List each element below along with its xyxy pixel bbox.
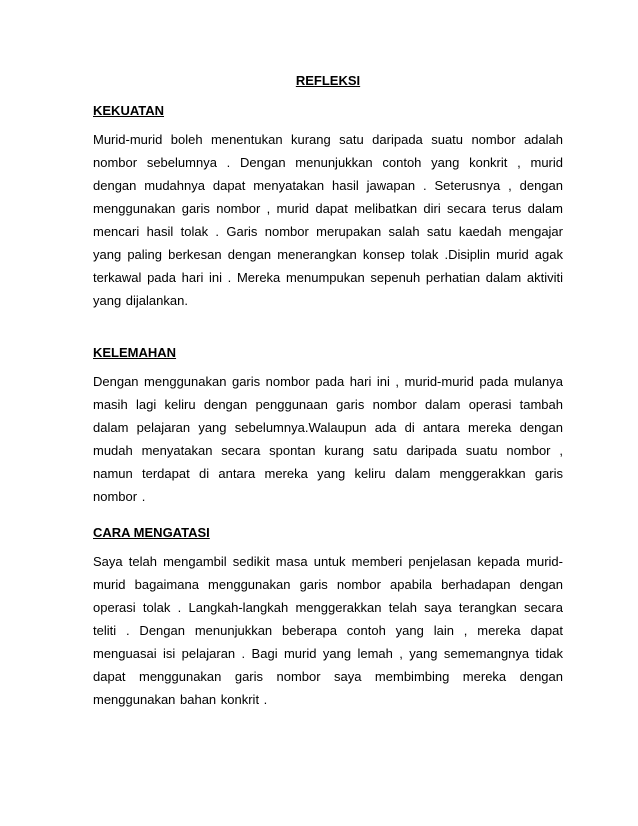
section-kekuatan [93, 103, 563, 312]
section-heading: KEKUATAN [93, 103, 165, 118]
page-title: REFLEKSI [295, 73, 361, 88]
section-paragraph: Murid-murid boleh menentukan kurang satu daripada suatu nombor adalah nombor sebelumnya . Dengan menunjukkan contoh yang konkrit , murid dengan mudahnya dapat menyatakan hasil jawapan . Seterusnya , dengan menggunakan garis nombor , murid dapat melibatkan diri secara terus dalam mencari hasil tolak . Garis nombor merupakan salah satu kaedah mengajar yang paling berkesan dengan menerangkan konsep tolak .Disiplin murid agak terkawal pada hari ini . Mereka menumpukan sepenuh perhatian dalam aktiviti yang dijalankan. [93, 132, 563, 308]
section-kelemahan [93, 345, 563, 508]
section-heading: KELEMAHAN [93, 345, 177, 360]
section-paragraph: Saya telah mengambil sedikit masa untuk memberi penjelasan kepada murid-murid bagaimana menggunakan garis nombor apabila berhadapan dengan operasi tolak . Langkah-langkah menggerakkan telah saya terangkan secara teliti . Dengan menunjukkan beberapa contoh yang lain , mereka dapat menguasai isi pelajaran . Bagi murid yang lemah , yang sememangnya tidak dapat menggunakan garis nombor saya membimbing mereka dengan menggunakan bahan konkrit . [93, 554, 563, 707]
section-paragraph: Dengan menggunakan garis nombor pada hari ini , murid-murid pada mulanya masih lagi keliru dengan penggunaan garis nombor dalam operasi tambah dalam pelajaran yang sebelumnya.Walaupun ada di antara mereka dengan mudah menyatakan secara spontan kurang satu daripada suatu nombor , namun terdapat di antara mereka yang keliru dalam menggerakkan garis nombor . [93, 374, 563, 504]
section-cara-mengatasi [93, 525, 563, 711]
section-heading: CARA MENGATASI [93, 525, 210, 540]
